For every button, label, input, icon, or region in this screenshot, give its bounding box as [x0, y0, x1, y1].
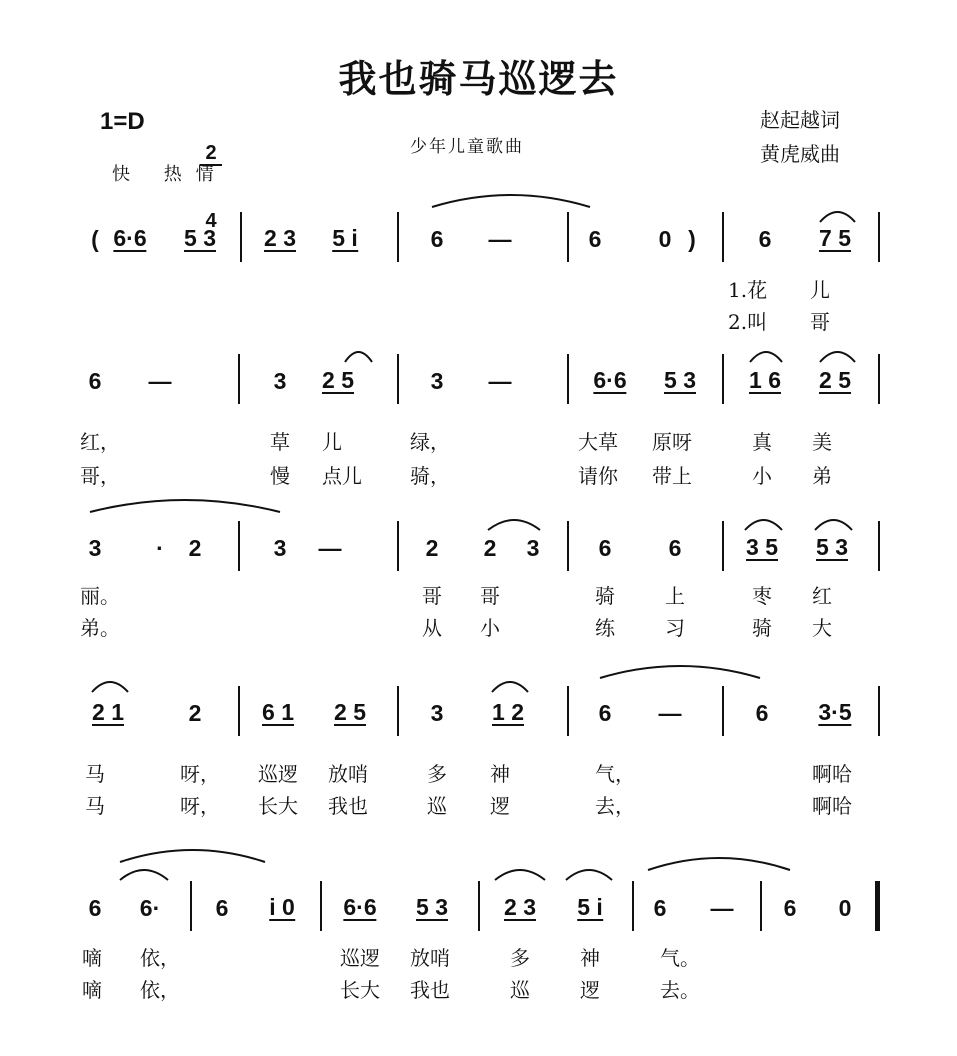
slur-arc: [92, 682, 128, 692]
lyric-verse-2: 逻: [580, 978, 600, 1002]
note: 6: [598, 535, 612, 561]
note: 2: [188, 535, 202, 561]
lyric-verse-1: 巡逻: [340, 946, 380, 970]
lyric-verse-2: 巡: [510, 978, 530, 1002]
lyric-verse-2: 呀，: [180, 794, 220, 818]
lyric-verse-2: 哥，: [80, 464, 120, 488]
note: 6: [668, 535, 682, 561]
lyric-verse-1: 马: [85, 762, 105, 786]
note: 2 3: [264, 225, 296, 251]
note: 6 1: [262, 699, 294, 725]
note: 6: [653, 895, 667, 921]
note: 6: [598, 700, 612, 726]
lyric-verse-2: 啊哈: [812, 794, 852, 818]
note: 3: [526, 535, 540, 561]
lyric-verse-1: 大草: [578, 430, 618, 454]
note: 2 5: [819, 367, 851, 393]
lyric-verse-1: 哥: [422, 584, 442, 608]
note: 6·6: [343, 894, 377, 920]
note: 1 6: [749, 367, 781, 393]
lyric-verse-1: 神: [490, 762, 510, 786]
note: 7 5: [819, 225, 851, 251]
lyric-verse-2: 逻: [490, 794, 510, 818]
lyric-verse-2: 带上: [652, 464, 692, 488]
note: 2 3: [504, 894, 536, 920]
note: 2 5: [322, 367, 354, 393]
lyric-verse-1: 红，: [80, 430, 120, 454]
note: 5 3: [664, 367, 696, 393]
slur-arc: [820, 212, 855, 222]
song-title: 我也骑马巡逻去: [338, 56, 619, 101]
note: i 0: [269, 894, 295, 920]
note: (: [91, 226, 99, 252]
lyric-verse-1: 草: [270, 430, 290, 454]
lyric-verse-1: 多: [510, 946, 530, 970]
note: 5 3: [184, 225, 216, 251]
note: 3 5: [746, 534, 778, 560]
note: —: [710, 895, 734, 921]
lyric-verse-1: 放哨: [328, 762, 368, 786]
lyric-verse-2: 嘀: [82, 978, 102, 1002]
composer: 黄虎威曲: [760, 142, 840, 166]
note: 3: [430, 368, 444, 394]
lyric-verse-1: 红: [812, 584, 832, 608]
slur-arc: [566, 870, 612, 880]
lyric-verse-1: 儿: [810, 278, 830, 302]
lyric-verse-2: 哥: [810, 310, 830, 334]
lyric-verse-2: 慢: [270, 464, 290, 488]
lyric-verse-1: 放哨: [410, 946, 450, 970]
note: 2 5: [334, 699, 366, 725]
lyric-verse-1: 真: [752, 430, 772, 454]
note: 6·6: [113, 225, 147, 251]
note: 6: [758, 226, 772, 252]
slur-arc: [820, 352, 855, 362]
note: 6: [783, 895, 797, 921]
slur-arc: [90, 500, 280, 512]
slur-arc: [600, 666, 760, 678]
note: 3: [273, 535, 287, 561]
lyric-verse-1: 依，: [140, 946, 180, 970]
slur-arc: [432, 195, 590, 207]
note: —: [318, 535, 342, 561]
lyric-verse-1: 1.花: [728, 278, 768, 302]
lyric-verse-2: 弟: [812, 464, 832, 488]
note: 0: [658, 226, 672, 252]
note: —: [658, 700, 682, 726]
note: ): [688, 226, 696, 252]
note: —: [488, 226, 512, 252]
note: 6: [430, 226, 444, 252]
tempo-marking: 快 热情: [112, 164, 228, 185]
note: —: [148, 368, 172, 394]
lyric-verse-1: 美: [812, 430, 832, 454]
key-signature: 1=D: [100, 108, 145, 135]
lyric-verse-2: 去。: [660, 978, 700, 1002]
lyric-verse-1: 哥: [480, 584, 500, 608]
note: 2: [483, 535, 497, 561]
lyric-verse-1: 啊哈: [812, 762, 852, 786]
slur-arc: [345, 352, 372, 362]
lyric-verse-2: 我也: [410, 978, 450, 1002]
slur-arc: [492, 682, 528, 692]
slur-arc: [750, 352, 782, 362]
note: 6: [88, 368, 102, 394]
slur-arc: [815, 520, 852, 530]
lyric-verse-1: 枣: [752, 584, 772, 608]
lyric-verse-2: 骑，: [410, 464, 450, 488]
lyric-verse-2: 长大: [258, 794, 298, 818]
note: 1 2: [492, 699, 524, 725]
slur-arc: [495, 870, 545, 880]
slur-arc: [120, 850, 265, 862]
lyric-verse-2: 去，: [595, 794, 635, 818]
lyric-verse-1: 多: [427, 762, 447, 786]
lyric-verse-2: 马: [85, 794, 105, 818]
lyric-verse-2: 小: [480, 616, 500, 640]
lyric-verse-1: 呀，: [180, 762, 220, 786]
lyric-verse-1: 嘀: [82, 946, 102, 970]
lyric-verse-1: 原呀: [652, 430, 692, 454]
lyric-verse-1: 绿，: [410, 430, 450, 454]
lyric-verse-1: 儿: [322, 430, 342, 454]
lyric-verse-2: 2.叫: [728, 310, 768, 334]
lyric-verse-2: 习: [665, 616, 685, 640]
slur-arc: [488, 520, 540, 530]
note: 6·: [139, 895, 161, 921]
note: 5 i: [332, 225, 358, 251]
time-signature-bottom: 4: [205, 210, 217, 232]
note: 6: [588, 226, 602, 252]
lyricist: 赵起越词: [760, 108, 840, 132]
lyric-verse-2: 小: [752, 464, 772, 488]
lyric-verse-2: 长大: [340, 978, 380, 1002]
time-signature-top: 2: [200, 142, 222, 166]
note: 3: [88, 535, 102, 561]
lyric-verse-1: 丽。: [80, 584, 120, 608]
subtitle: 少年儿童歌曲: [410, 137, 524, 157]
lyric-verse-2: 点儿: [322, 464, 362, 488]
note: 2: [425, 535, 439, 561]
lyric-verse-1: 上: [665, 584, 685, 608]
note: ·: [156, 535, 164, 561]
slur-arc: [648, 858, 790, 870]
lyric-verse-2: 从: [422, 616, 442, 640]
lyric-verse-2: 弟。: [80, 616, 120, 640]
note: 5 i: [577, 894, 603, 920]
lyric-verse-2: 骑: [752, 616, 772, 640]
note: 0: [838, 895, 852, 921]
lyric-verse-2: 巡: [427, 794, 447, 818]
lyric-verse-1: 气，: [595, 762, 635, 786]
note: 2: [188, 700, 202, 726]
lyric-verse-1: 气。: [660, 946, 700, 970]
lyric-verse-1: 神: [580, 946, 600, 970]
note: 3: [430, 700, 444, 726]
lyric-verse-1: 骑: [595, 584, 615, 608]
note: 5 3: [416, 894, 448, 920]
lyric-verse-2: 我也: [328, 794, 368, 818]
lyric-verse-2: 依，: [140, 978, 180, 1002]
note: 6: [215, 895, 229, 921]
lyric-verse-1: 巡逻: [258, 762, 298, 786]
note: 2 1: [92, 699, 124, 725]
note: 3·5: [818, 699, 852, 725]
note: —: [488, 368, 512, 394]
slur-arc: [745, 520, 782, 530]
note: 6·6: [593, 367, 627, 393]
slur-arc: [120, 870, 168, 880]
note: 6: [755, 700, 769, 726]
note: 6: [88, 895, 102, 921]
note: 5 3: [816, 534, 848, 560]
lyric-verse-2: 练: [595, 616, 615, 640]
lyric-verse-2: 大: [812, 616, 832, 640]
lyric-verse-2: 请你: [578, 464, 618, 488]
note: 3: [273, 368, 287, 394]
